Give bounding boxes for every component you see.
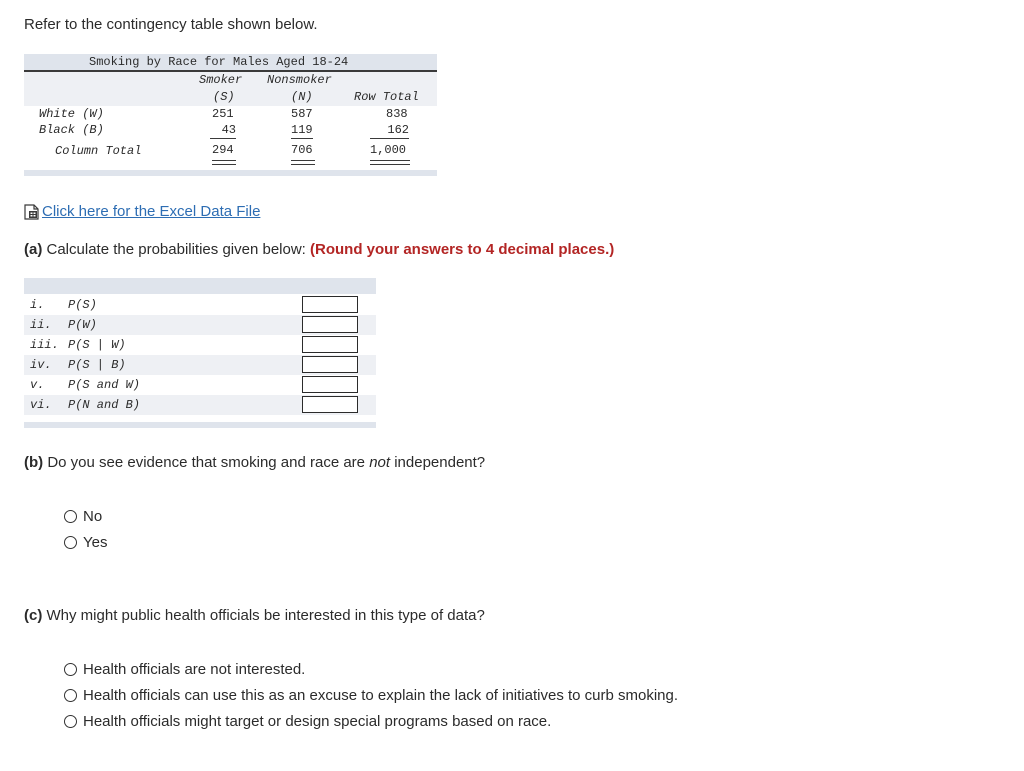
- prob-label: P(S and W): [68, 378, 141, 392]
- document-icon: [24, 204, 39, 220]
- cell-white-total: 838: [386, 107, 408, 121]
- prob-label: P(S): [68, 298, 97, 312]
- part-b-prompt: (b) Do you see evidence that smoking and race are not independent?: [24, 454, 486, 471]
- cell-white-s: 251: [212, 107, 234, 121]
- contingency-table: [24, 54, 437, 176]
- radio-button[interactable]: [64, 663, 77, 676]
- prob-row-ii: ii. P(W): [24, 315, 376, 335]
- col-header-nonsmoker: Nonsmoker: [267, 73, 332, 87]
- radio-option-no[interactable]: No: [64, 508, 102, 525]
- part-c-prompt: (c) Why might public health officials be interested in this type of data?: [24, 607, 485, 624]
- intro-text: Refer to the contingency table shown below.: [24, 16, 318, 33]
- cell-total-s: 294: [212, 143, 234, 157]
- col-abbr-smoker: (S): [213, 90, 235, 104]
- excel-link-text[interactable]: Click here for the Excel Data File: [42, 203, 261, 220]
- answer-input-p-w[interactable]: [302, 316, 358, 333]
- answer-input-p-s-and-w[interactable]: [302, 376, 358, 393]
- cell-black-n: 119: [291, 123, 313, 137]
- row-label-column-total: Column Total: [55, 144, 142, 158]
- cell-black-s: 43: [210, 123, 236, 139]
- cell-black-total: 162: [370, 123, 409, 139]
- prob-row-i: i. P(S): [24, 295, 376, 315]
- answer-input-p-s-given-b[interactable]: [302, 356, 358, 373]
- radio-option-target-programs[interactable]: Health officials might target or design special programs based on race.: [64, 713, 551, 730]
- part-a-prefix: (a): [24, 241, 43, 258]
- row-label-white: White (W): [39, 107, 104, 121]
- prob-row-iv: iv. P(S | B): [24, 355, 376, 375]
- cell-total-all: 1,000: [370, 143, 407, 157]
- radio-option-not-interested[interactable]: Health officials are not interested.: [64, 661, 305, 678]
- prob-row-iii: iii. P(S | W): [24, 335, 376, 355]
- prob-row-vi: vi. P(N and B): [24, 395, 376, 415]
- col-header-row-total: Row Total: [354, 90, 419, 104]
- prob-label: P(N and B): [68, 398, 141, 412]
- radio-button[interactable]: [64, 510, 77, 523]
- prob-label: P(S | W): [68, 338, 126, 352]
- prob-label: P(S | B): [68, 358, 126, 372]
- radio-option-yes[interactable]: Yes: [64, 534, 107, 551]
- col-header-smoker: Smoker: [199, 73, 243, 87]
- excel-data-link[interactable]: [24, 203, 260, 220]
- part-a-prompt: [24, 241, 614, 258]
- radio-button[interactable]: [64, 715, 77, 728]
- probability-table: [24, 278, 376, 428]
- cell-white-n: 587: [291, 107, 313, 121]
- table-title: Smoking by Race for Males Aged 18-24: [89, 55, 349, 69]
- answer-input-p-n-and-b[interactable]: [302, 396, 358, 413]
- radio-button[interactable]: [64, 689, 77, 702]
- answer-input-p-s[interactable]: [302, 296, 358, 313]
- part-a-text: Calculate the probabilities given below:: [42, 241, 310, 258]
- answer-input-p-s-given-w[interactable]: [302, 336, 358, 353]
- part-a-note: (Round your answers to 4 decimal places.): [310, 241, 615, 258]
- prob-row-v: v. P(S and W): [24, 375, 376, 395]
- cell-total-n: 706: [291, 143, 313, 157]
- radio-button[interactable]: [64, 536, 77, 549]
- row-label-black: Black (B): [39, 123, 104, 137]
- radio-option-excuse[interactable]: Health officials can use this as an excuse to explain the lack of initiatives to curb smoking.: [64, 687, 678, 704]
- col-abbr-nonsmoker: (N): [291, 90, 313, 104]
- prob-label: P(W): [68, 318, 97, 332]
